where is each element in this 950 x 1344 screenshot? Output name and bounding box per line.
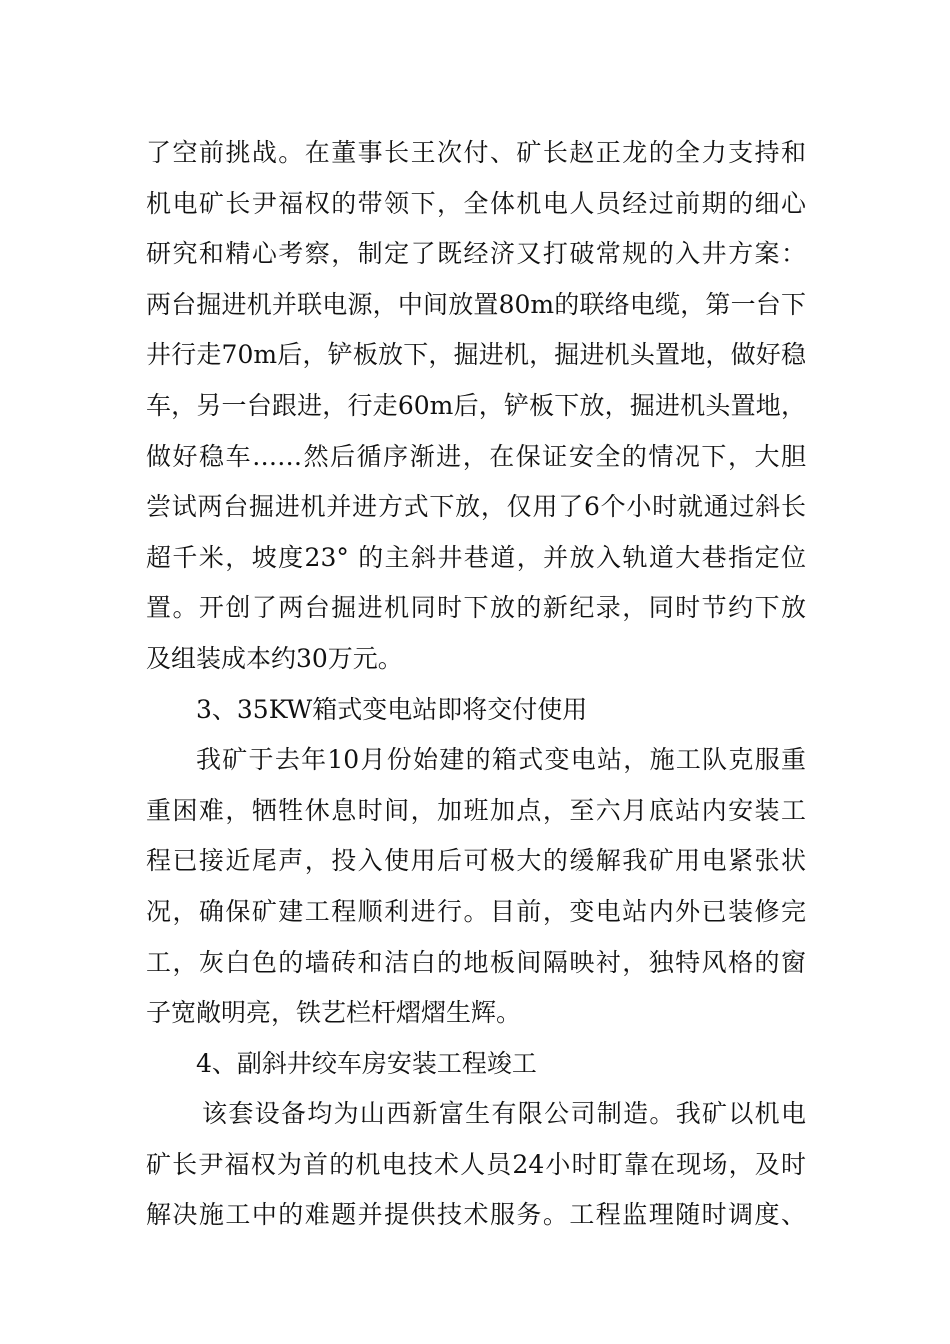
paragraph-line: 重困难，牺牲休息时间，加班加点，至六月底站内安装工 [146, 795, 806, 825]
paragraph-line: 两台掘进机并联电源，中间放置80m的联络电缆，第一台下 [146, 289, 806, 319]
paragraph-line: 程已接近尾声，投入使用后可极大的缓解我矿用电紧张状 [146, 846, 806, 876]
paragraph-line: 我矿于去年10月份始建的箱式变电站，施工队克服重 [196, 745, 806, 775]
paragraph-line: 工，灰白色的墙砖和洁白的地板间隔映衬，独特风格的窗 [146, 947, 806, 977]
paragraph-line: 研究和精心考察，制定了既经济又打破常规的入井方案： [146, 239, 806, 269]
paragraph-line: 超千米，坡度23° 的主斜井巷道，并放入轨道大巷指定位 [146, 542, 806, 572]
section-heading: 4、副斜井绞车房安装工程竣工 [196, 1048, 537, 1078]
paragraph-line: 井行走70m后，铲板放下，掘进机，掘进机头置地，做好稳 [146, 340, 806, 370]
paragraph-line: 置。开创了两台掘进机同时下放的新纪录，同时节约下放 [146, 593, 806, 623]
paragraph-line: 子宽敞明亮，铁艺栏杆熠熠生辉。 [146, 998, 522, 1028]
paragraph-line: 尝试两台掘进机并进方式下放，仅用了6个小时就通过斜长 [146, 492, 806, 522]
paragraph-line: 做好稳车……然后循序渐进，在保证安全的情况下，大胆 [146, 441, 806, 471]
paragraph-line: 车，另一台跟进，行走60m后，铲板下放，掘进机头置地， [146, 390, 806, 420]
paragraph-line: 机电矿长尹福权的带领下，全体机电人员经过前期的细心 [146, 188, 806, 218]
paragraph-line: 该套设备均为山西新富生有限公司制造。我矿以机电 [202, 1099, 806, 1129]
paragraph-line: 了空前挑战。在董事长王次付、矿长赵正龙的全力支持和 [146, 138, 806, 167]
paragraph-line: 矿长尹福权为首的机电技术人员24小时盯靠在现场，及时 [146, 1149, 806, 1179]
section-heading: 3、35KW箱式变电站即将交付使用 [196, 694, 588, 724]
document-body [146, 128, 806, 1241]
paragraph-line: 况，确保矿建工程顺利进行。目前，变电站内外已装修完 [146, 896, 806, 926]
paragraph-line: 解决施工中的难题并提供技术服务。工程监理随时调度、 [146, 1200, 806, 1230]
paragraph-line: 及组装成本约30万元。 [146, 643, 403, 673]
